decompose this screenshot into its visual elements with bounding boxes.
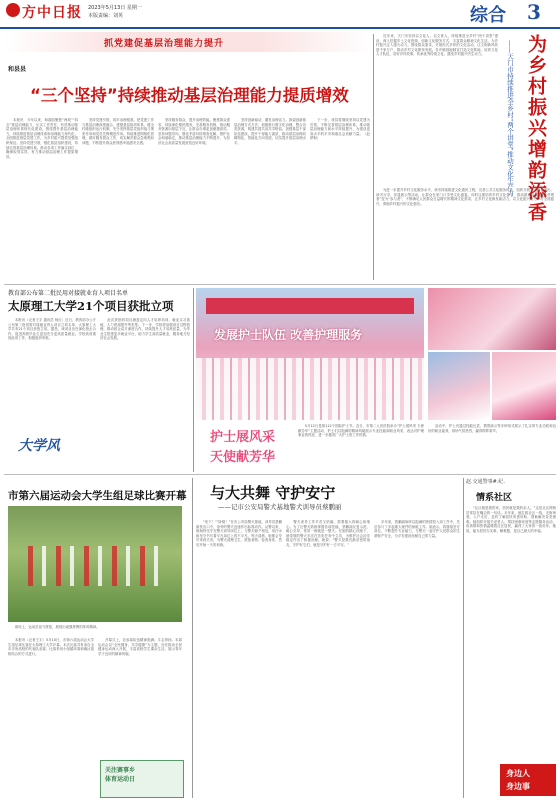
column-divider-2: [193, 288, 194, 472]
right-body-mid: 活动中，护士们通过技能比武、情景演示等多种形式展示了扎实的专业功底和良好的职业素养，现场气氛热烈，赢得阵阵掌声。: [428, 424, 556, 433]
masthead-rule: [0, 27, 560, 29]
main-body-col-3: 坚持服务群众，提升治理效能。聚焦群众需求，持续深化便民服务，完善服务机制，推动服务资源向基层下沉，让群众办事更加便捷高效。坚持问题导向，强化矛盾纠纷排查化解，维护社会和谐稳定，推动基层治理能力不断提升，为经济社会高质量发展营造良好环境。: [158, 118, 230, 145]
banner-text: 抓党建促基层治理能力提升: [104, 39, 225, 49]
story5-body: “社区就是我的家，居民就是我的亲人。”这是社区网格员常挂在嘴边的一句话。多年来，她扎根社区一线，走街串巷、入户走访，及时了解居民所需所盼，帮助解决各类困难。她组织开展关爱老人、帮扶困难家庭等志愿服务活动，用真情和热情温暖着社区居民，赢得了大家的一致好评。她说，能为居民办实事、解难题，是自己最大的幸福。: [466, 506, 556, 533]
sports-photo-players: [28, 546, 168, 586]
nurse-caption-box: [196, 422, 294, 472]
daxue-badge: [18, 435, 78, 457]
nurse-photo: [196, 288, 424, 420]
nurse-caption-title-1: 护士展风采: [210, 430, 276, 445]
story5-kicker: 赵.交通警事#.纪.: [466, 479, 505, 485]
nurse-photo-crowd: [196, 358, 424, 420]
side-photo-2: [428, 352, 490, 420]
story3-headline: 市第六届运动会大学生组足球比赛开幕: [8, 490, 187, 502]
bottom-center-badge-text: 关注赛事乡 体育运动日: [105, 767, 136, 783]
nurse-photo-banner: [206, 298, 414, 314]
main-body-col-1: 本报讯 今年以来，和湖县聚焦“两段”“四全”基层治理能力，压实工作责任，有效推动基层治理体系现代化建设。围绕提升基层治理能力，持续推进基层治理体系和治理能力现代化，全面推进基层党建工作，为乡村振兴提供坚强组织保证。坚持党建引领，强化基层组织建设，持续完善基层治理体系。推动各项工作落实到位，确保取得实效，有力推动基层治理工作提质增效。: [6, 118, 78, 159]
masthead: [0, 0, 560, 30]
main-body-col-4: 坚持创新驱动，激发治理活力。探索创新基层治理方式方法，积极推行数字化治理，整合各类资源，构建共建共治共享格局。加强基层干部队伍建设，提升干部能力素质，推动基层治理向精细化、智能化方向发展，切实提升基层治理水平。: [234, 118, 306, 145]
daxue-badge-text: 大学风: [18, 438, 60, 454]
section-rule-2: [4, 474, 556, 475]
masthead-page-number: 3: [527, 0, 541, 24]
story4-body-col-3: 多年来，蔡鹏丽始终以饱满的热情投入到工作中，先后参与了多起重大案件的侦破工作。她表示，将继续坚守岗位，不断提升专业能力，与警犬一起守护人民群众的生命财产安全，为平安建设贡献自己的力量。: [374, 520, 460, 538]
story2-kicker: 教育部公布第二批民用对接就业育人项目名单: [8, 290, 129, 297]
main-body-col-2: 坚持党建引领，筑牢治理根基。把党建工作与基层治理深度融合，建强基层组织体系，健全村级组织运行机制，充分发挥基层党组织战斗堡垒作用和党员先锋模范作用。持续推进网格化管理，做好服务群众工作，切实解决群众急难愁盼问题，不断提升群众获得感幸福感安全感。: [82, 118, 154, 145]
main-headline: “三个坚持”持续推动基层治理能力提质增效: [30, 86, 349, 105]
nurse-caption-title-2: 天使献芳华: [210, 450, 276, 465]
side-photo-3: [492, 352, 556, 420]
masthead-section-title: 综合: [470, 5, 506, 26]
bottom-right-badge: [500, 764, 556, 796]
story2-body-col-1: 本报讯（记者王宇 通讯员 杨红）近日，教育部办公厅公布第二批供需对接就业育人项目立项名单，太原理工大学共有21个项目获批立项。据悉，该项目旨在深化校企合作，促进高校毕业生更加充分更高质量就业。学校高度重视此项工作，积极组织申报。: [8, 318, 96, 341]
right-feature-headline: 为乡村振兴增韵添香: [525, 34, 547, 223]
right-feature-body-a: 近年来，天门市坚持以文化人、以文育人，持续推进全乡村“两个讲堂”建设，深入挖掘乡土文化资源，创新文化服务方式，丰富群众精神文化生活，为乡村振兴注入强大动力。围绕群众需求，开展形式多样的文化活动，让文明新风吹进千家万户，推动乡村文化繁荣发展。各乡镇因地制宜打造文化阵地，培育文化人才队伍，讲好乡村故事，传承优秀传统文化，激发乡村振兴内生动力。: [376, 34, 498, 57]
section-rule-1: [4, 284, 556, 285]
main-body-col-5: 下一步，该县将继续坚持以党建为引领，不断完善基层治理体系，推动基层治理能力和水平持续提升，为建设更高水平的平安和谐社会贡献力量。（赵梦柯）: [310, 118, 370, 141]
masthead-paper-name: 方中日报: [22, 5, 82, 21]
sports-photo: [8, 506, 182, 622]
banner: [4, 32, 372, 52]
story2-body-col-2: 此次获批的项目涵盖定向人才培养培训、就业实习基地、人力资源提升等类型。下一步，学校将加强项目过程管理，推动校企双方深度合作，持续提升人才培养质量，为毕业生搭建更多就业平台，助力学生高质量就业，服务地方经济社会发展。: [100, 318, 190, 341]
story3-body-col-1: 本报讯（记者王宇）5月10日，市第六届运动会大学生组足球比赛在太原理工大学开幕。本次比赛共有来自全市多所高校的代表队参赛，比赛采用小组循环赛和淘汰赛相结合的方式进行。: [8, 638, 94, 656]
sports-caption: 赛场上，运动员奋力拼抢，展现出顽强拼搏的体育精神。: [8, 625, 100, 629]
story4-headline: 与大共舞 守护安宁: [210, 484, 336, 502]
right-feature-body-b: 为进一步提升乡村文化服务水平，该市持续推进文化惠民工程，完善公共文化服务体系，组织开展各类文艺演出、读书分享、非遗展示等活动，让群众在家门口享受文化盛宴。同时注重培育乡村文化骨干，推动群众从文化的“旁观者”变为“参与者”，不断满足人民群众日益增长的精神文化需求，让乡村文化焕发新活力，以文化振兴助力乡村全面振兴，奏响乡村振兴的文化强音。: [376, 188, 554, 206]
right-feature-subhead: ——天门市持续推进全乡村“两个讲堂”推动文化生产力: [506, 40, 514, 197]
bottom-center-badge: [100, 760, 184, 798]
column-divider-4: [463, 478, 464, 798]
story5-headline: 情系社区: [476, 493, 513, 503]
story4-subhead: ——记市公安局警犬基地警犬训导员蔡鹏丽: [218, 503, 342, 511]
banner-dateline: 和县县: [8, 66, 27, 73]
side-photo-1: [428, 288, 556, 350]
nurse-photo-banner-text: 发展护士队伍 改善护理服务: [214, 328, 363, 342]
column-divider-1: [373, 34, 374, 280]
masthead-date: 2023年5月13日 星期一: [88, 5, 142, 11]
masthead-logo: [6, 3, 20, 17]
story2-headline: 太原理工大学21个项目获批立项: [8, 299, 174, 313]
nurse-caption-text: 5月12日是第112个国际护士节。近日，市第二人民医院举办“护士展风采 天使献芳华”主题活动，护士们以饱满的精神风貌展示专业技能和职业风采，表达对护理事业的热爱，进一步激发广大护士的工作热情。: [298, 424, 424, 438]
story3-body-col-2: 开幕式上，各参赛队伍精神饱满、斗志昂扬。本届运动会以“全民健身、共享健康”为主题，旨在推动全民健身运动深入开展，丰富高校学生课余生活，展示青年学子良好的精神风貌。: [98, 638, 182, 656]
story4-body-col-1: “坐下！”“卧倒！”在市公安局警犬基地，训导员蔡鹏丽发出口令，身旁的警犬迅速作出标准动作。从警以来，她始终坚守在警犬训导岗位上，与警犬朝夕相处，用汗水和坚守书写着平凡岗位上的不平凡。每天清晨，她都会早早来到犬舍，为警犬清理卫生、准备食物、检查身体，然后开始一天的训练。: [196, 520, 282, 547]
column-divider-3: [192, 478, 193, 798]
masthead-editor: 本版责编：刘英: [88, 13, 124, 19]
story4-body-col-2: 警犬训导工作辛苦又枯燥，需要极大的耐心和细心。为了让警犬熟练掌握各项技能，蔡鹏丽反复示范、耐心引导，常常一练就是一整天。在她的精心训练下，她带领的警犬多次在各类任务中立功，为维护社会治安稳定作出了积极贡献。她说：“警犬是我们最亲密的战友，守护好它们，就是守护好一方平安。”: [286, 520, 370, 547]
bottom-right-badge-text: 身边人 身边事: [506, 769, 530, 791]
